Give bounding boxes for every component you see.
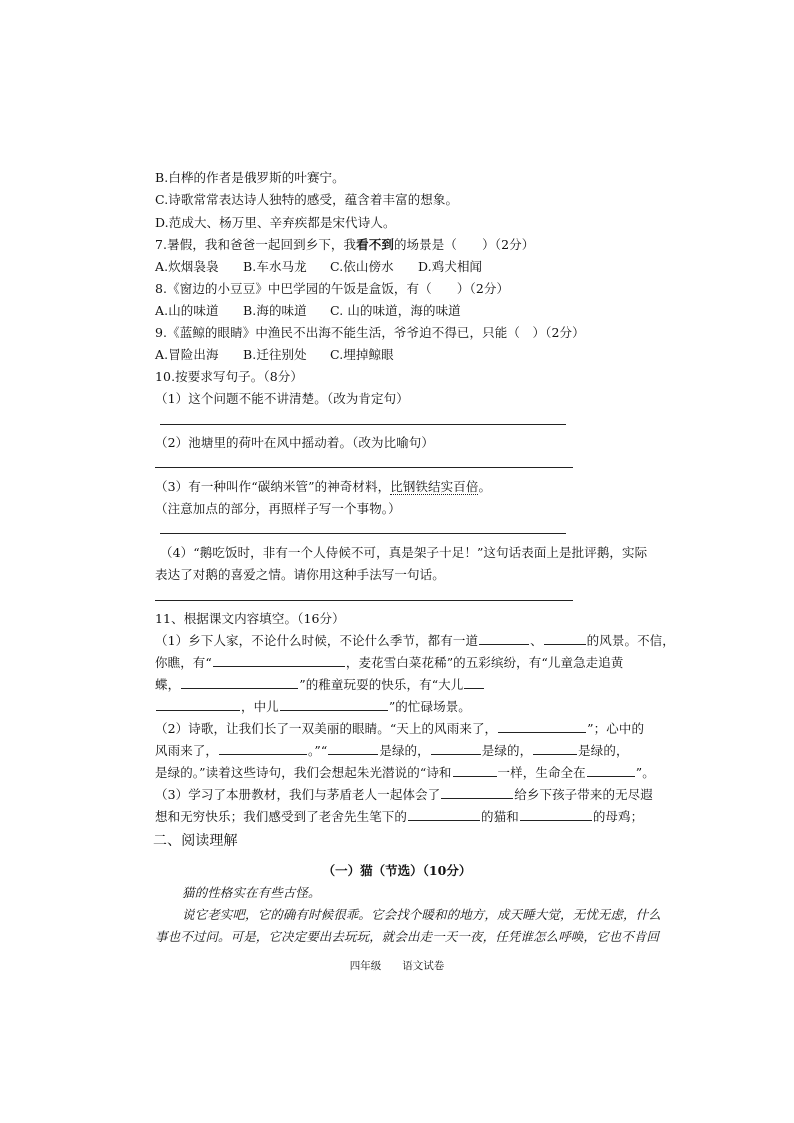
page-footer: 四年级 语文试卷	[349, 960, 445, 972]
q10-sub4-line2: 表达了对鹅的喜爱之情。请你用这种手法写一句话。	[155, 567, 445, 582]
q10-sub3: （3）有一种叫作“碳纳米管”的神奇材料，比钢铁结实百倍。	[155, 479, 492, 494]
q11-blank-3[interactable]	[213, 653, 345, 667]
q7-option-b: B.车水马龙	[243, 259, 307, 274]
section-2-heading: 二、阅读理解	[153, 833, 238, 849]
q11-blank-11[interactable]	[533, 741, 577, 755]
q7-option-d: D.鸡犬相闻	[418, 259, 483, 274]
q8-option-c: C. 山的味道，海的味道	[330, 303, 461, 318]
q10-sub2: （2）池塘里的荷叶在风中摇动着。（改为比喻句）	[155, 435, 435, 450]
q8-options	[155, 301, 461, 321]
q7-stem: 7.暑假，我和爸爸一起回到乡下，我看不到的场景是（ ）（2分）	[155, 237, 535, 252]
q7-option-c: C.依山傍水	[330, 259, 394, 274]
q11-blank-1[interactable]	[479, 631, 529, 645]
q8-stem: 8.《窗边的小豆豆》中巴学园的午饭是盒饭，有（ ）（2分）	[155, 281, 510, 296]
q11-line1: （1）乡下人家，不论什么时候，不论什么季节，都有一道 、 的风景。不信，	[155, 633, 675, 648]
q8-option-a: A.山的味道	[155, 303, 219, 318]
q11-line3: 蝶， ”的稚童玩耍的快乐，有“大儿	[155, 675, 485, 695]
q6-option-c: C.诗歌常常表达诗人独特的感受，蕴含着丰富的想象。	[155, 192, 459, 207]
reading-paragraph-2-line-2: 事也不过问。可是，它决定要出去玩玩，就会出走一天一夜，任凭谁怎么呼唤，它也不肯回	[155, 929, 660, 944]
q9-option-c: C.埋掉鲸眼	[330, 347, 394, 362]
q11-blank-13[interactable]	[587, 763, 635, 777]
q11-blank-4[interactable]	[181, 675, 298, 689]
q11-blank-15[interactable]	[408, 807, 480, 821]
q9-option-a: A.冒险出海	[155, 347, 219, 362]
q11-line5: （2）诗歌，让我们长了一双美丽的眼睛。“天上的风雨来了， ”；心中的	[155, 721, 645, 736]
q10-sub1: （1）这个问题不能不讲清楚。（改为肯定句）	[155, 391, 409, 406]
q11-blank-8[interactable]	[219, 741, 307, 755]
q11-blank-16[interactable]	[520, 807, 592, 821]
q7-option-a: A.炊烟袅袅	[155, 259, 219, 274]
q10-stem: 10.按要求写句子。（8分）	[155, 369, 303, 384]
q11-blank-9[interactable]	[328, 741, 378, 755]
q11-blank-5b[interactable]	[156, 697, 240, 711]
q11-line4: ，中儿 ”的忙碌场景。	[155, 697, 471, 717]
q11-blank-2[interactable]	[544, 631, 586, 645]
q11-blank-10[interactable]	[431, 741, 481, 755]
q11-line2: 你瞧，有“ ，麦花雪白菜花稀”的五彩缤纷，有“儿童急走追黄	[155, 655, 624, 670]
q11-line8: （3）学习了本册教材，我们与茅盾老人一起体会了 给乡下孩子带来的无尽遐	[155, 787, 653, 802]
reading-title: （一）猫（节选）（10分）	[322, 863, 472, 878]
q6-option-d: D.范成大、杨万里、辛弃疾都是宋代诗人。	[155, 215, 396, 230]
q10-answer-line-3[interactable]	[160, 533, 566, 534]
q10-sub4-line1: （4）“鹅吃饭时，非有一个人侍候不可，真是架子十足！”这句话表面上是批评鹅，实际	[160, 545, 648, 560]
q10-answer-line-1[interactable]	[160, 424, 566, 425]
q11-line7: 是绿的。”读着这些诗句，我们会想起朱光潜说的“诗和 一样，生命全在 ”。	[155, 765, 655, 780]
q10-dotted-phrase: 比钢铁结实百倍	[390, 479, 479, 494]
q11-stem: 11、根据课文内容填空。（16分）	[155, 611, 345, 626]
q9-stem: 9.《蓝鲸的眼睛》中渔民不出海不能生活，爷爷迫不得已，只能（ ）（2分）	[155, 325, 585, 340]
reading-paragraph-1: 猫的性格实在有些古怪。	[182, 885, 321, 900]
reading-paragraph-2-line-1: 说它老实吧，它的确有时候很乖。它会找个暖和的地方，成天睡大觉，无忧无虑，什么	[182, 907, 661, 922]
q7-emphasis: 看不到	[356, 237, 394, 252]
q10-answer-line-2[interactable]	[155, 467, 573, 468]
q9-option-b: B.迁往别处	[243, 347, 307, 362]
q11-blank-7[interactable]	[498, 719, 586, 733]
q11-blank-6[interactable]	[280, 697, 388, 711]
q7-options	[155, 257, 483, 277]
q10-sub3-note: （注意加点的部分，再照样子写一个事物。）	[155, 501, 401, 516]
q11-line9: 想和无穷快乐；我们感受到了老舍先生笔下的 的猫和 的母鸡；	[155, 809, 644, 824]
q6-option-b: B.白桦的作者是俄罗斯的叶赛宁。	[155, 170, 345, 185]
q11-blank-14[interactable]	[441, 785, 513, 799]
q8-option-b: B.海的味道	[243, 303, 307, 318]
q10-answer-line-4[interactable]	[155, 600, 573, 601]
q11-blank-12[interactable]	[453, 763, 497, 777]
q9-options	[155, 345, 394, 365]
q11-line6: 风雨来了， 。”“ 是绿的， 是绿的， 是绿的，	[155, 743, 629, 758]
q11-blank-5a[interactable]	[464, 675, 484, 689]
